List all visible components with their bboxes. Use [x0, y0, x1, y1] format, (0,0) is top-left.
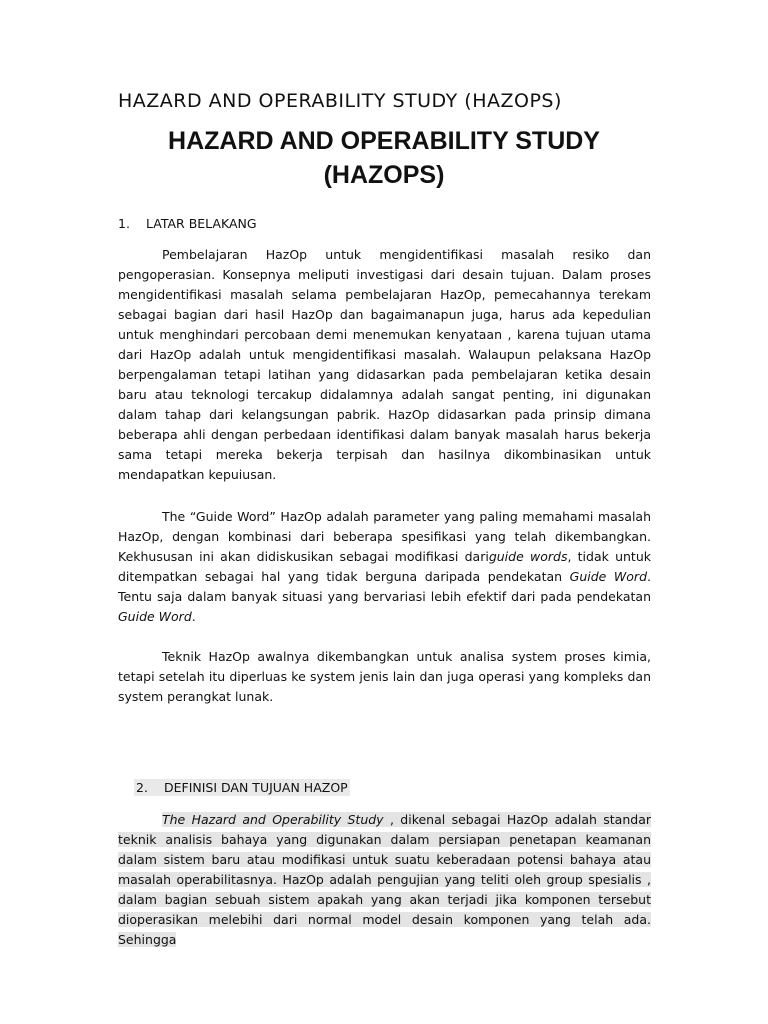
section1-para3-text: Teknik HazOp awalnya dikembangkan untuk analisa system proses kimia, tetapi setelah itu diperluas ke system jenis lain dan juga operasi yang kompleks dan system perangkat lunak. — [118, 649, 651, 704]
section2-number: 2. — [136, 780, 148, 795]
para2-text-b: , tidak untuk ditempatkan sebagai hal yang tidak berguna daripada pendekatan — [118, 549, 651, 584]
section1-paragraph-2 — [118, 507, 651, 627]
section1-heading — [118, 216, 257, 231]
section1-paragraph-3 — [118, 647, 651, 707]
section2-paragraph — [118, 810, 651, 950]
section2-italic-study-name: The Hazard and Operability Study — [162, 812, 384, 827]
section1-title: LATAR BELAKANG — [146, 216, 257, 231]
page-title-line2: (HAZOPS) — [323, 161, 445, 189]
para2-text-a: The “Guide Word” HazOp adalah parameter yang paling memahami masalah HazOp, dengan kombinasi dari beberapa spesifikasi yang telah dikembangkan. Kekhususan ini akan didiskusikan sebagai modifikasi dari — [118, 509, 651, 564]
page-title — [118, 124, 650, 192]
para2-italic-guide-word-1: Guide Word — [569, 569, 648, 584]
para2-italic-guide-words: guide words — [488, 549, 568, 564]
section2-para-text: , dikenal sebagai HazOp adalah standar teknik analisis bahaya yang digunakan dalam persiapan penetapan keamanan dalam sistem baru atau modifikasi untuk suatu keberadaan potensi bahaya atau masalah operabilitasnya. HazOp adalah pengujian yang teliti oleh group spesialis , dalam bagian sebuah sistem apakah yang akan terjadi jika komponen tersebut dioperasikan melebihi dari normal model desain komponen yang telah ada. Sehingga — [118, 812, 651, 947]
section1-paragraph-1 — [118, 245, 651, 485]
section1-para1-text: Pembelajaran HazOp untuk mengidentifikasi masalah resiko dan pengoperasian. Konsepnya meliputi investigasi dari desain tujuan. Dalam proses mengidentifikasi masalah selama pembelajaran HazOp, pemecahannya terekam sebagai bagian dari hasil HazOp dan bagaimanapun juga, harus ada kepedulian untuk menghindari percobaan demi menemukan kenyataan , karena tujuan utama dari HazOp adalah untuk mengidentifikasi masalah. Walaupun pelaksana HazOp berpengalaman tetapi latihan yang didasarkan pada pembelajaran ketika desain baru atau teknologi tercakup didalamnya adalah sangat penting, ini digunakan dalam tahap dari kelangsungan pabrik. HazOp didasarkan pada prinsip dimana beberapa ahli dengan perbedaan identifikasi dalam banyak masalah harus bekerja sama tetapi mereka bekerja terpisah dan hasilnya dikombinasikan untuk mendapatkan kepuiusan. — [118, 247, 651, 482]
para2-text-c: . Tentu saja dalam banyak situasi yang bervariasi lebih efektif dari pada pendekatan — [118, 569, 651, 604]
page-title-line1: HAZARD AND OPERABILITY STUDY — [168, 127, 600, 155]
section2-title: DEFINISI DAN TUJUAN HAZOP — [164, 780, 348, 795]
document-script-title: HAZARD AND OPERABILITY STUDY (HAZOPS) — [118, 90, 562, 112]
para2-italic-guide-word-2: Guide Word — [118, 609, 192, 624]
section1-number: 1. — [118, 216, 130, 231]
para2-text-d: . — [191, 609, 196, 624]
section2-heading — [134, 780, 350, 795]
